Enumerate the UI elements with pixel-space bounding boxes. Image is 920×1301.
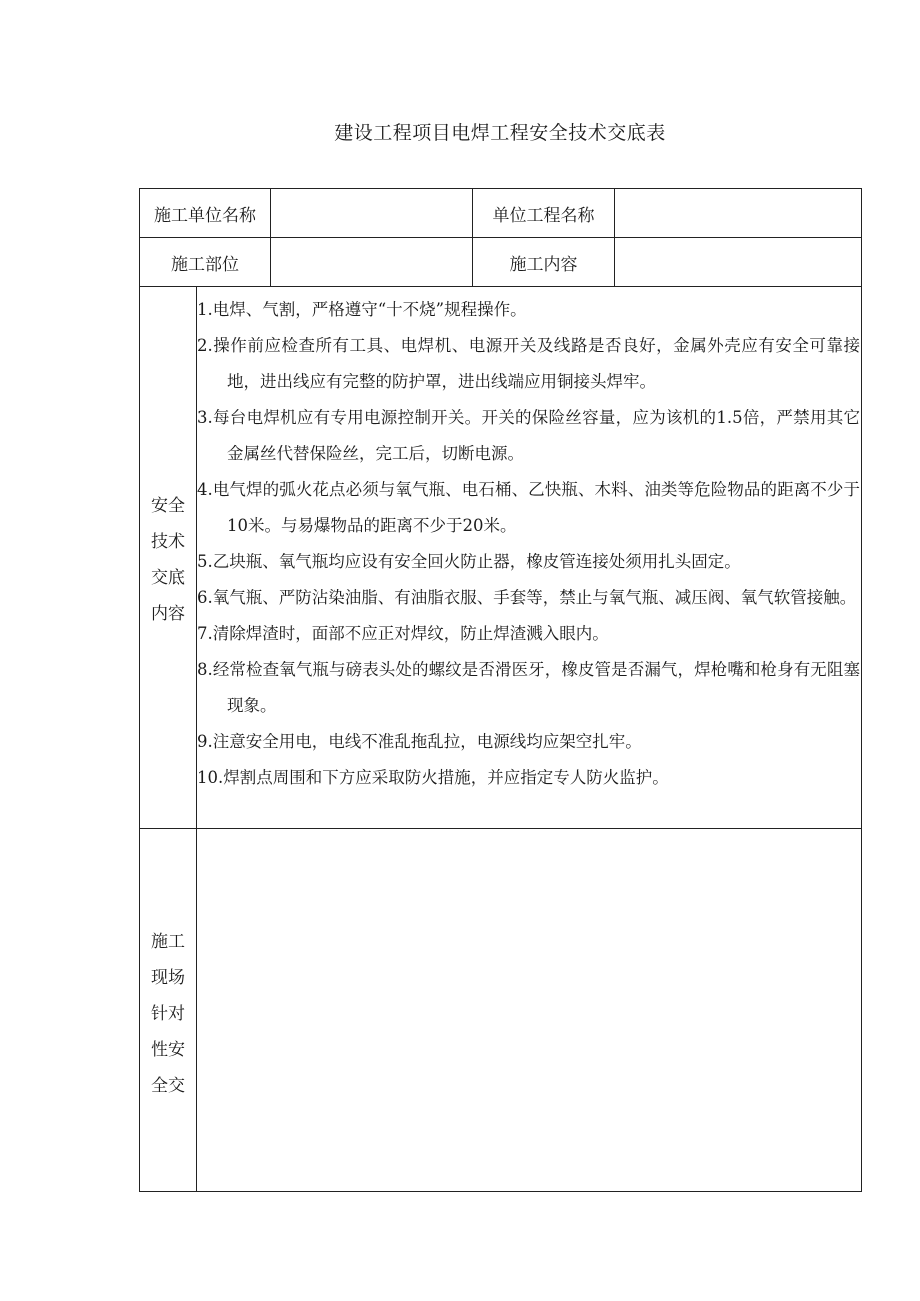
safety-disclosure-label xyxy=(140,488,196,632)
site-specific-disclosure-label xyxy=(140,924,196,1104)
construction-content-value xyxy=(615,238,861,286)
construction-part-value xyxy=(271,238,472,286)
label-line: 安全 xyxy=(151,496,185,516)
safety-item: 8.经常检查氧气瓶与磅表头处的螺纹是否滑医牙，橡皮管是否漏气，焊枪嘴和枪身有无阻塞现象。 xyxy=(197,660,860,715)
label-line: 针对 xyxy=(151,1004,185,1024)
safety-item: 9.注意安全用电，电线不准乱拖乱拉，电源线均应架空扎牢。 xyxy=(197,732,642,751)
safety-item: 2.操作前应检查所有工具、电焊机、电源开关及线路是否良好，金属外壳应有安全可靠接地，进出线应有完整的防护罩，进出线端应用铜接头焊牢。 xyxy=(197,336,860,391)
safety-item: 1.电焊、气割，严格遵守“十不烧”规程操作。 xyxy=(197,300,527,319)
construction-part-label: 施工部位 xyxy=(171,254,239,275)
document-title: 建设工程项目电焊工程安全技术交底表 xyxy=(334,122,666,144)
safety-item: 3.每台电焊机应有专用电源控制开关。开关的保险丝容量，应为该机的1.5倍，严禁用其它金属丝代替保险丝，完工后，切断电源。 xyxy=(197,408,860,463)
construction-content-label: 施工内容 xyxy=(509,254,578,275)
label-line: 技术 xyxy=(151,532,185,552)
label-line: 现场 xyxy=(151,968,185,988)
safety-item: 5.乙块瓶、氧气瓶均应设有安全回火防止器，橡皮管连接处须用扎头固定。 xyxy=(197,552,741,571)
label-line: 交底 xyxy=(151,568,185,588)
site-specific-disclosure-content xyxy=(197,829,861,1191)
unit-project-label: 单位工程名称 xyxy=(492,205,595,226)
construction-unit-value xyxy=(271,189,472,237)
label-line: 性安 xyxy=(151,1040,185,1060)
label-line: 全交 xyxy=(151,1076,185,1096)
label-line: 内容 xyxy=(151,604,185,624)
safety-item: 6.氧气瓶、严防沾染油脂、有油脂衣服、手套等，禁止与氧气瓶、减压阀、氧气软管接触。 xyxy=(197,588,857,607)
safety-disclosure-content xyxy=(197,292,862,828)
row-divider xyxy=(139,286,862,287)
construction-unit-label: 施工单位名称 xyxy=(154,205,256,226)
safety-item: 7.清除焊渣时，面部不应正对焊纹，防止焊渣溅入眼内。 xyxy=(197,624,609,643)
label-line: 施工 xyxy=(151,932,185,952)
safety-item: 10.焊割点周围和下方应采取防火措施，并应指定专人防火监护。 xyxy=(197,768,669,787)
safety-item: 4.电气焊的弧火花点必须与氧气瓶、电石桶、乙快瓶、木料、油类等危险物品的距离不少于10米。与易爆物品的距离不少于20米。 xyxy=(197,480,860,535)
unit-project-value xyxy=(615,189,861,237)
